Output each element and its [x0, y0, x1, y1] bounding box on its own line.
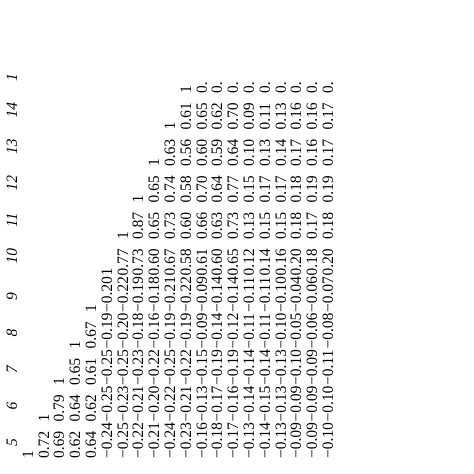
table-cell: 0.20: [319, 248, 337, 276]
table-cell: 0.: [256, 81, 274, 93]
table-cell: 0.58: [177, 248, 195, 276]
table-cell: 1: [177, 85, 195, 93]
table-cell: 0.16: [288, 102, 306, 130]
correlation-table: [5, 57, 337, 459]
table-cell: [37, 166, 53, 203]
table-row: [116, 57, 132, 459]
table-cell: [84, 239, 100, 276]
table-row: [242, 57, 258, 459]
table-cell: −0.18: [130, 312, 148, 349]
table-cell: [68, 239, 84, 276]
table-cell: −0.23: [130, 349, 148, 385]
table-cell: 0.: [225, 81, 243, 93]
table-cell: 0.: [319, 81, 337, 93]
table-cell: −0.17: [225, 422, 243, 458]
table-cell: 1: [146, 158, 164, 166]
table-cell: 0.61: [177, 102, 195, 130]
table-cell: −0.22: [146, 349, 164, 385]
table-cell: 0.67: [82, 321, 100, 349]
table-cell: −0.10: [319, 385, 337, 422]
table-cell: 0.17: [288, 138, 306, 166]
table-cell: 0.18: [319, 211, 337, 239]
table-row: [52, 57, 68, 459]
table-cell: 0.73: [225, 211, 243, 239]
table-cell: 0.17: [272, 175, 290, 203]
table-cell: −0.13: [193, 385, 211, 422]
table-cell: −0.25: [114, 349, 132, 385]
table-cell: 0.66: [193, 211, 211, 239]
table-cell: 0.60: [177, 211, 195, 239]
table-row: [321, 57, 337, 459]
table-row: [210, 57, 226, 459]
table-cell: 0.: [288, 81, 306, 93]
table-cell: −0.25: [114, 422, 132, 458]
table-cell: −0.15: [193, 349, 211, 385]
table-row: [289, 57, 305, 459]
table-cell: 0.59: [209, 138, 227, 166]
table-row: [131, 57, 147, 459]
table-cell: 0.13: [240, 211, 258, 239]
table-cell: 0.65: [225, 248, 243, 276]
table-cell: −0.14: [225, 276, 243, 312]
table-cell: 0.70: [225, 102, 243, 130]
table-cell: 0.19: [304, 175, 322, 203]
table-cell: [21, 93, 37, 130]
table-body: [21, 57, 337, 459]
table-row: [100, 57, 116, 459]
table-cell: [21, 239, 37, 276]
table-cell: 0.: [240, 81, 258, 93]
table-cell: 0.62: [82, 394, 100, 422]
table-cell: [116, 130, 132, 167]
table-cell: 0.70: [193, 175, 211, 203]
table-cell: −0.24: [161, 422, 179, 458]
table-cell: 0.58: [177, 175, 195, 203]
table-cell: 0.18: [304, 248, 322, 276]
table-cell: 0.60: [146, 248, 164, 276]
table-cell: 0.63: [209, 211, 227, 239]
table-cell: −0.07: [319, 276, 337, 312]
column-header: 13: [4, 138, 21, 154]
table-cell: −0.09: [288, 385, 306, 422]
table-cell: 1: [35, 413, 53, 422]
table-cell: −0.14: [240, 349, 258, 385]
table-cell: −0.09: [304, 385, 322, 422]
table-cell: −0.23: [114, 385, 132, 422]
table-cell: [37, 57, 53, 94]
table-cell: −0.11: [240, 313, 258, 349]
table-cell: −0.06: [304, 276, 322, 312]
table-cell: −0.14: [256, 422, 274, 458]
table-cell: [37, 312, 53, 349]
table-row: [147, 57, 163, 459]
table-cell: 0.56: [177, 138, 195, 166]
column-header: 1: [4, 73, 21, 81]
table-cell: 1: [114, 231, 132, 239]
table-row: [163, 57, 179, 459]
table-cell: −0.19: [98, 312, 116, 349]
table-cell: 0.11: [256, 102, 274, 130]
table-cell: −0.25: [98, 385, 116, 422]
table-cell: [68, 130, 84, 167]
table-cell: −0.22: [177, 349, 195, 385]
table-cell: 0.16: [304, 102, 322, 130]
table-cell: −0.09: [304, 349, 322, 385]
header-row: [5, 57, 21, 459]
table-cell: −0.19: [130, 276, 148, 312]
table-cell: −0.04: [288, 276, 306, 312]
table-cell: 0.64: [82, 430, 100, 458]
table-cell: −0.10: [288, 349, 306, 385]
table-cell: [100, 93, 116, 130]
table-cell: [116, 93, 132, 130]
table-cell: −0.21: [130, 385, 148, 422]
table-row: [179, 57, 195, 459]
table-cell: −0.11: [240, 276, 258, 312]
table-cell: −0.13: [272, 422, 290, 458]
table-cell: −0.19: [177, 312, 195, 349]
column-header: 14: [4, 102, 21, 118]
table-cell: −0.18: [146, 276, 164, 312]
column-header: 8: [4, 328, 21, 337]
table-cell: [68, 57, 84, 94]
table-cell: −0.10: [272, 276, 290, 312]
table-cell: [37, 130, 53, 167]
table-cell: [84, 130, 100, 167]
table-cell: 0.09: [240, 102, 258, 130]
table-cell: 0.14: [272, 138, 290, 166]
column-header: 6: [4, 401, 21, 410]
table-cell: −0.18: [209, 422, 227, 458]
table-cell: −0.19: [209, 349, 227, 385]
column-header: 9: [4, 292, 21, 300]
column-header: 7: [4, 365, 21, 373]
table-cell: 0.61: [193, 248, 211, 276]
table-cell: −0.23: [177, 422, 195, 458]
table-cell: 0.64: [209, 175, 227, 203]
table-cell: −0.15: [256, 385, 274, 422]
table-cell: [21, 312, 37, 349]
table-cell: −0.13: [272, 385, 290, 422]
table-cell: [84, 57, 100, 94]
table-cell: 0.19: [319, 175, 337, 203]
table-cell: 0.17: [319, 138, 337, 166]
table-cell: −0.16: [225, 385, 243, 422]
table-cell: −0.11: [256, 313, 274, 349]
table-cell: 0.: [209, 81, 227, 93]
table-cell: 0.60: [193, 138, 211, 166]
table-cell: −0.21: [161, 276, 179, 312]
table-cell: [147, 57, 163, 94]
table-cell: −0.22: [161, 385, 179, 422]
table-cell: 0.62: [67, 430, 85, 458]
table-cell: 0.64: [225, 138, 243, 166]
table-cell: [116, 57, 132, 94]
table-cell: [52, 312, 68, 349]
table-cell: [37, 349, 53, 386]
table-cell: −0.22: [114, 276, 132, 312]
table-cell: [52, 276, 68, 313]
table-cell: −0.09: [193, 312, 211, 349]
table-row: [84, 57, 100, 459]
table-row: [274, 57, 290, 459]
table-cell: 0.18: [288, 175, 306, 203]
table-cell: 0.87: [130, 211, 148, 239]
table-row: [68, 57, 84, 459]
table-row: [305, 57, 321, 459]
column-header: 12: [4, 175, 21, 191]
table-cell: [21, 276, 37, 313]
column-header: 11: [4, 212, 21, 227]
table-cell: 0.63: [161, 138, 179, 166]
table-cell: 0.15: [240, 175, 258, 203]
table-cell: −0.20: [98, 276, 116, 312]
table-cell: 0.79: [51, 394, 69, 422]
table-cell: 1: [98, 267, 116, 276]
table-cell: −0.09: [193, 276, 211, 312]
table-cell: −0.20: [114, 312, 132, 349]
table-cell: 0.: [193, 81, 211, 93]
table-cell: 0.17: [256, 175, 274, 203]
table-cell: [52, 93, 68, 130]
table-cell: [116, 166, 132, 203]
table-cell: [52, 203, 68, 240]
table-cell: 0.65: [146, 211, 164, 239]
table-cell: −0.12: [225, 312, 243, 349]
table-cell: [21, 349, 37, 386]
table-cell: −0.05: [288, 312, 306, 349]
column-header: 5: [4, 438, 21, 446]
table-cell: 0.17: [304, 211, 322, 239]
table-cell: −0.13: [272, 349, 290, 385]
table-cell: −0.11: [319, 349, 337, 385]
table-cell: −0.19: [161, 312, 179, 349]
table-cell: −0.22: [130, 422, 148, 458]
table-cell: [147, 93, 163, 130]
table-cell: 0.65: [146, 175, 164, 203]
table-cell: 0.17: [319, 102, 337, 130]
table-cell: [21, 203, 37, 240]
table-cell: [131, 57, 147, 94]
table-cell: 0.16: [304, 138, 322, 166]
table-cell: −0.19: [225, 349, 243, 385]
table-cell: [52, 166, 68, 203]
table-cell: [68, 203, 84, 240]
table-cell: [68, 93, 84, 130]
table-cell: −0.09: [288, 422, 306, 458]
table-cell: −0.17: [209, 385, 227, 422]
table-cell: 1: [51, 377, 69, 385]
table-cell: 1: [19, 450, 37, 458]
table-cell: 0.14: [256, 248, 274, 276]
table-cell: −0.14: [209, 312, 227, 349]
table-cell: [131, 93, 147, 130]
table-cell: [131, 130, 147, 167]
table-cell: [37, 276, 53, 313]
table-cell: [37, 203, 53, 240]
table-cell: [37, 93, 53, 130]
table-cell: 0.73: [161, 211, 179, 239]
table-cell: −0.13: [240, 422, 258, 458]
table-cell: 0.73: [130, 248, 148, 276]
table-cell: 0.: [272, 81, 290, 93]
table-cell: −0.09: [304, 422, 322, 458]
table-cell: [100, 166, 116, 203]
table-cell: −0.21: [177, 385, 195, 422]
table-cell: 0.67: [161, 248, 179, 276]
table-cell: [21, 385, 37, 422]
table-cell: [52, 130, 68, 167]
table-cell: −0.10: [319, 422, 337, 458]
table-cell: [100, 130, 116, 167]
table-cell: 0.13: [272, 102, 290, 130]
table-row: [37, 57, 53, 459]
table-row: [21, 57, 37, 459]
table-cell: 1: [130, 194, 148, 203]
table-cell: 0.15: [272, 211, 290, 239]
table-cell: 0.15: [256, 211, 274, 239]
table-cell: −0.14: [256, 349, 274, 385]
table-cell: 0.69: [51, 430, 69, 458]
table-cell: 0.77: [225, 175, 243, 203]
table-cell: [68, 166, 84, 203]
table-cell: [21, 130, 37, 167]
table-cell: 0.72: [35, 430, 53, 458]
table-cell: [100, 203, 116, 240]
table-cell: −0.20: [146, 385, 164, 422]
table-cell: 0.61: [82, 357, 100, 385]
table-cell: [84, 166, 100, 203]
table-cell: [52, 57, 68, 94]
table-row: [195, 57, 211, 459]
table-cell: [163, 57, 179, 94]
table-cell: −0.14: [209, 276, 227, 312]
table-cell: 1: [67, 340, 85, 349]
table-cell: 0.: [304, 81, 322, 93]
column-header: 10: [4, 248, 21, 264]
table-cell: 0.65: [67, 357, 85, 385]
table-cell: [84, 93, 100, 130]
table-cell: 0.64: [67, 394, 85, 422]
table-cell: −0.14: [240, 385, 258, 422]
table-cell: 0.62: [209, 102, 227, 130]
table-cell: 1: [82, 304, 100, 312]
table-cell: 0.13: [256, 138, 274, 166]
table-cell: −0.25: [161, 349, 179, 385]
table-cell: 0.18: [288, 211, 306, 239]
table-cell: [21, 166, 37, 203]
table-cell: 0.12: [240, 248, 258, 276]
table-cell: −0.21: [146, 422, 164, 458]
table-cell: −0.25: [98, 349, 116, 385]
table-cell: [37, 239, 53, 276]
table-cell: −0.22: [177, 276, 195, 312]
table-cell: −0.11: [256, 276, 274, 312]
table-cell: −0.10: [272, 312, 290, 349]
table-row: [226, 57, 242, 459]
table-cell: 1: [161, 121, 179, 130]
table-cell: [84, 203, 100, 240]
table-cell: [68, 276, 84, 313]
table-cell: 0.60: [209, 248, 227, 276]
table-row: [258, 57, 274, 459]
table-cell: 0.10: [240, 138, 258, 166]
table-cell: −0.24: [98, 422, 116, 458]
table-cell: 0.74: [161, 175, 179, 203]
table-cell: −0.16: [193, 422, 211, 458]
table-cell: −0.16: [146, 312, 164, 349]
table-cell: [100, 57, 116, 94]
table-cell: 0.77: [114, 248, 132, 276]
table-cell: [21, 57, 37, 94]
table-cell: −0.08: [319, 312, 337, 349]
table-cell: −0.06: [304, 312, 322, 349]
table-cell: 0.16: [272, 248, 290, 276]
table-cell: 0.65: [193, 102, 211, 130]
table-cell: [52, 239, 68, 276]
table-cell: 0.20: [288, 248, 306, 276]
